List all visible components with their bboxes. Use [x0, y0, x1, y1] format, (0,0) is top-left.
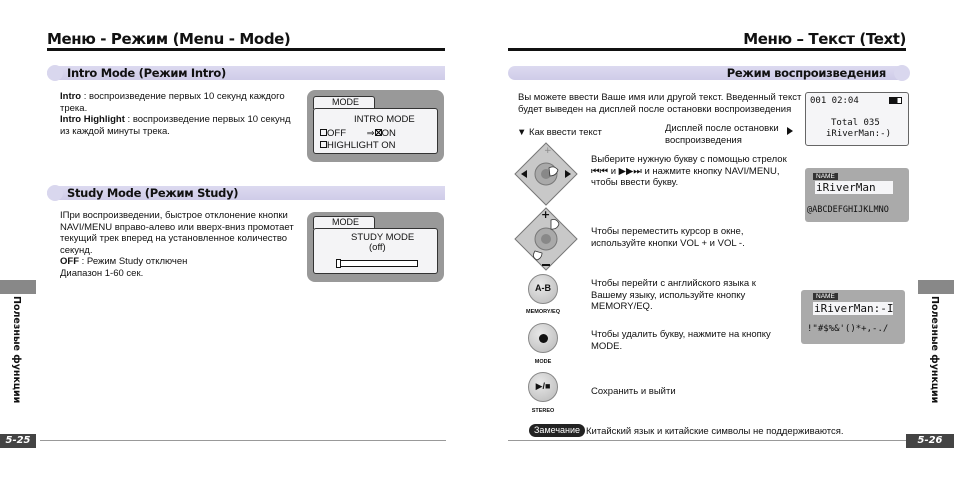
left-side-tab — [0, 280, 36, 294]
right-page-title: Меню – Текст (Text) — [743, 30, 906, 48]
intro-lcd-row2: HIGHLIGHT ON — [320, 140, 395, 151]
study-lcd-heading: STUDY MODE — [351, 232, 415, 243]
study-description — [60, 210, 305, 280]
battery-icon — [889, 97, 902, 104]
navi-pad-up-down[interactable] — [513, 206, 579, 272]
playback-section-title: Режим воспроизведения — [726, 66, 886, 80]
intro-line: Intro Highlight : воспроизведение первых 10 секунд — [60, 114, 291, 126]
display-caption-line: Дисплей после остановки — [665, 123, 779, 134]
text-intro — [518, 92, 818, 115]
display-caption — [665, 123, 779, 146]
intro-lcd-row1: OFF ⇒ ON — [320, 128, 396, 139]
checked-box-icon — [375, 129, 382, 136]
study-line: IПри воспроизведении, быстрое отклонение кнопки — [60, 210, 288, 221]
study-slider-knob — [336, 259, 341, 268]
step2-line: используйте кнопки VOL + и VOL -. — [591, 237, 745, 249]
intro-lcd-heading: INTRO MODE — [354, 114, 415, 125]
left-page-number: 5-25 — [0, 434, 36, 448]
intro-section-title: Intro Mode (Режим Intro) — [67, 66, 226, 80]
stop-lcd-time: 001 02:04 — [810, 96, 859, 106]
right-page-number: 5-26 — [906, 434, 954, 448]
stereo-caption: STEREO — [531, 408, 555, 414]
svg-text:+: + — [541, 208, 551, 221]
study-line: NAVI/MENU вправо-алево или вверх-вниз промотает — [60, 221, 294, 233]
caption-arrow-icon — [787, 127, 793, 135]
intro-lcd-tab: MODE — [313, 96, 375, 109]
study-mode-lcd — [307, 212, 444, 282]
navi-pad-vol-icon — [513, 206, 579, 272]
study-lcd-screen — [313, 228, 438, 274]
memory-eq-button[interactable] — [528, 274, 558, 304]
step3-line: Вашему языку, используйте кнопку — [591, 289, 746, 301]
text-intro-line: Вы можете ввести Ваше имя или другой текст. Введенный текст — [518, 92, 802, 103]
intro-line: Intro : воспроизведение первых 10 секунд каждого — [60, 91, 285, 102]
study-lcd-tab: MODE — [313, 216, 375, 229]
name-lcd-1-charset: @ABCDEFGHIJKLMNO — [807, 205, 889, 215]
right-bottom-rule — [508, 440, 914, 441]
study-line: Диапазон 1-60 сек. — [60, 267, 144, 279]
checkbox-icon — [320, 141, 327, 148]
right-side-label: Полезные функции — [929, 296, 940, 404]
study-line: текущий трек вперед на установленное количество — [60, 233, 288, 245]
right-title-rule — [508, 48, 906, 51]
text-intro-line: будет выведен на дисплей после остановки воспроизведения — [518, 103, 792, 115]
step4-text — [591, 329, 771, 352]
study-section-bullet — [47, 185, 63, 201]
left-bottom-rule — [40, 440, 446, 441]
checkbox-icon — [320, 129, 327, 136]
step4-line: Чтобы удалить букву, нажмите на кнопку — [591, 329, 771, 340]
step1-line: Выберите нужную букву с помощью стрелок — [591, 154, 787, 165]
note-text: Китайский язык и китайские символы не поддерживаются. — [586, 426, 844, 437]
svg-text:+: + — [544, 146, 552, 156]
mode-button[interactable] — [528, 323, 558, 353]
intro-section-bullet — [47, 65, 63, 81]
study-lcd-sub: (off) — [369, 242, 386, 253]
stop-lcd-name: iRiverMan:-) — [826, 129, 892, 139]
step2-line: Чтобы переместить курсор в окне, — [591, 226, 744, 237]
intro-line: из каждой минуты трека. — [60, 125, 170, 137]
stop-lcd-total: Total 035 — [831, 118, 880, 128]
study-line: секунд. — [60, 244, 93, 256]
study-slider-track — [336, 260, 418, 267]
ab-button-label: A-B — [535, 283, 551, 293]
step2-text — [591, 226, 745, 249]
intro-line: трека. — [60, 102, 88, 114]
name-lcd-1-tag: NAME — [813, 173, 838, 180]
step1-line: чтобы ввести букву. — [591, 177, 679, 189]
name-lcd-2-tag: NAME — [813, 293, 838, 300]
left-side-label: Полезные функции — [11, 296, 22, 404]
name-lcd-1 — [805, 168, 909, 222]
play-stop-button[interactable] — [528, 372, 558, 402]
how-to-heading: ▼ Как ввести текст — [517, 127, 602, 138]
step1-text — [591, 154, 787, 189]
name-lcd-2-charset: !"#$%&'()*+,-./ — [807, 324, 889, 334]
step3-line: Чтобы перейти с английского языка к — [591, 278, 756, 289]
mode-caption: MODE — [534, 359, 552, 365]
display-caption-line: воспроизведения — [665, 134, 742, 146]
memory-eq-caption: MEMORY/EQ — [525, 309, 561, 315]
intro-lcd-screen — [313, 108, 438, 154]
note-badge: Замечание — [529, 424, 585, 437]
study-section-title: Study Mode (Режим Study) — [67, 186, 239, 200]
step3-line: MEMORY/EQ. — [591, 301, 653, 313]
right-side-tab — [918, 280, 954, 294]
playback-section-bullet — [894, 65, 910, 81]
navi-pad-icon — [513, 141, 579, 207]
navi-pad-left-right[interactable] — [513, 141, 579, 207]
left-title-rule — [47, 48, 445, 51]
arrow-right-icon: ⇒ — [366, 128, 375, 139]
step1-line: ⏮⏮ и ▶▶⏭ и нажмите кнопку NAVI/MENU, — [591, 165, 780, 177]
name-lcd-2-value: iRiverMan:-I — [814, 302, 894, 315]
intro-mode-lcd — [307, 90, 444, 162]
name-lcd-2 — [801, 290, 905, 344]
stop-display-lcd — [805, 92, 909, 146]
record-dot-icon — [539, 334, 548, 343]
left-page-title: Меню - Режим (Menu - Mode) — [47, 30, 291, 48]
step4-line: MODE. — [591, 340, 623, 352]
study-line: OFF : Режим Study отключен — [60, 256, 188, 268]
step5-text: Сохранить и выйти — [591, 386, 676, 397]
name-lcd-1-value: iRiverMan — [815, 181, 893, 194]
step3-text — [591, 278, 756, 313]
intro-description — [60, 91, 300, 137]
play-stop-icon: ▶/■ — [535, 381, 551, 391]
